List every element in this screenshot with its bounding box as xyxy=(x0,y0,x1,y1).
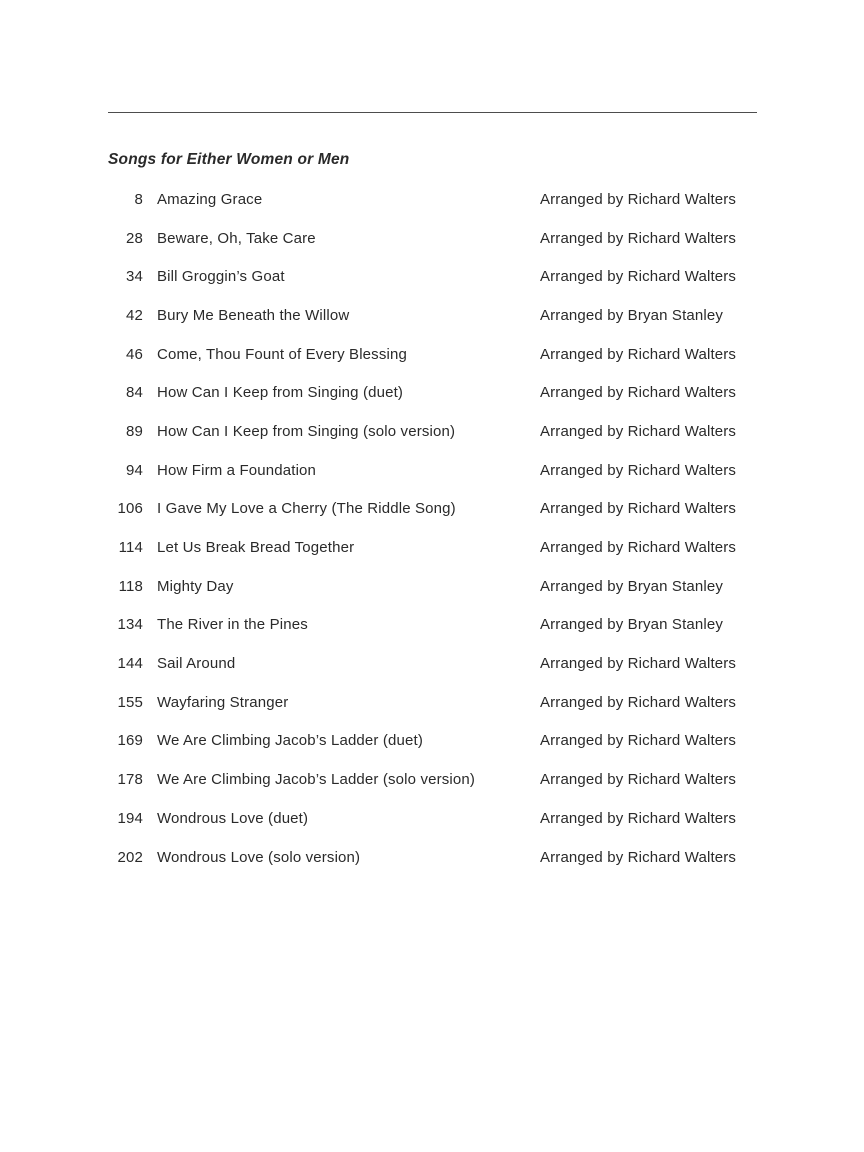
page-number: 28 xyxy=(126,229,143,247)
arranger-credit: Arranged by Richard Walters xyxy=(540,384,737,402)
toc-entry-row xyxy=(108,799,757,838)
page-number: 84 xyxy=(126,384,143,402)
toc-entry-row xyxy=(108,606,757,645)
arranger-credit: Arranged by Richard Walters xyxy=(540,345,737,363)
song-title: We Are Climbing Jacob’s Ladder (duet) xyxy=(157,732,423,750)
arranger-credit: Arranged by Richard Walters xyxy=(540,422,737,440)
page-number: 178 xyxy=(117,771,143,789)
song-title: Amazing Grace xyxy=(157,190,263,208)
page-number: 169 xyxy=(117,732,143,750)
toc-list xyxy=(108,180,757,876)
toc-entry-row xyxy=(108,180,757,219)
page-number: 89 xyxy=(126,422,143,440)
page-number: 155 xyxy=(117,693,143,711)
toc-entry-row xyxy=(108,722,757,761)
toc-entry-row xyxy=(108,838,757,877)
song-title: Bill Groggin’s Goat xyxy=(157,268,285,286)
song-title: We Are Climbing Jacob’s Ladder (solo version) xyxy=(157,771,476,789)
toc-entry-row xyxy=(108,373,757,412)
toc-entry-row xyxy=(108,412,757,451)
toc-entry-row xyxy=(108,219,757,258)
song-title: How Firm a Foundation xyxy=(157,461,317,479)
arranger-credit: Arranged by Richard Walters xyxy=(540,693,737,711)
page-number: 114 xyxy=(118,539,143,557)
page-number: 46 xyxy=(126,345,143,363)
page-content xyxy=(108,0,757,876)
arranger-credit: Arranged by Richard Walters xyxy=(540,461,737,479)
song-title: Let Us Break Bread Together xyxy=(157,539,355,557)
toc-entry-row xyxy=(108,760,757,799)
song-title: How Can I Keep from Singing (solo version) xyxy=(157,422,456,440)
song-title: The River in the Pines xyxy=(157,616,308,634)
song-title: Come, Thou Fount of Every Blessing xyxy=(157,345,407,363)
page-number: 134 xyxy=(117,616,143,634)
arranger-credit: Arranged by Richard Walters xyxy=(540,771,737,789)
song-title: How Can I Keep from Singing (duet) xyxy=(157,384,404,402)
toc-entry-row xyxy=(108,257,757,296)
arranger-credit: Arranged by Richard Walters xyxy=(540,190,737,208)
arranger-credit: Arranged by Bryan Stanley xyxy=(540,577,724,595)
arranger-credit: Arranged by Richard Walters xyxy=(540,848,737,866)
toc-entry-row xyxy=(108,296,757,335)
page-number: 118 xyxy=(118,577,143,595)
page-number: 194 xyxy=(117,809,143,827)
arranger-credit: Arranged by Richard Walters xyxy=(540,655,737,673)
page-number: 144 xyxy=(117,655,143,673)
toc-entry-row xyxy=(108,490,757,529)
arranger-credit: Arranged by Bryan Stanley xyxy=(540,306,724,324)
toc-entry-row xyxy=(108,335,757,374)
arranger-credit: Arranged by Bryan Stanley xyxy=(540,616,724,634)
toc-entry-row xyxy=(108,644,757,683)
toc-entry-row xyxy=(108,451,757,490)
page-number: 202 xyxy=(117,848,143,866)
top-divider xyxy=(108,112,757,113)
arranger-credit: Arranged by Richard Walters xyxy=(540,500,737,518)
song-title: Sail Around xyxy=(157,655,236,673)
toc-entry-row xyxy=(108,567,757,606)
page-number: 8 xyxy=(134,190,143,208)
song-title: Wayfaring Stranger xyxy=(157,693,289,711)
song-title: Wondrous Love (duet) xyxy=(157,809,309,827)
song-title: I Gave My Love a Cherry (The Riddle Song) xyxy=(157,500,456,518)
arranger-credit: Arranged by Richard Walters xyxy=(540,809,737,827)
page-number: 94 xyxy=(126,461,143,479)
page-number: 34 xyxy=(126,268,143,286)
arranger-credit: Arranged by Richard Walters xyxy=(540,268,737,286)
page-number: 42 xyxy=(126,306,143,324)
song-title: Bury Me Beneath the Willow xyxy=(157,306,350,324)
page-number: 106 xyxy=(117,500,143,518)
song-title: Wondrous Love (solo version) xyxy=(157,848,361,866)
arranger-credit: Arranged by Richard Walters xyxy=(540,732,737,750)
song-title: Beware, Oh, Take Care xyxy=(157,229,316,247)
section-heading: Songs for Either Women or Men xyxy=(108,151,350,168)
toc-entry-row xyxy=(108,528,757,567)
arranger-credit: Arranged by Richard Walters xyxy=(540,539,737,557)
arranger-credit: Arranged by Richard Walters xyxy=(540,229,737,247)
song-title: Mighty Day xyxy=(157,577,234,595)
toc-entry-row xyxy=(108,683,757,722)
